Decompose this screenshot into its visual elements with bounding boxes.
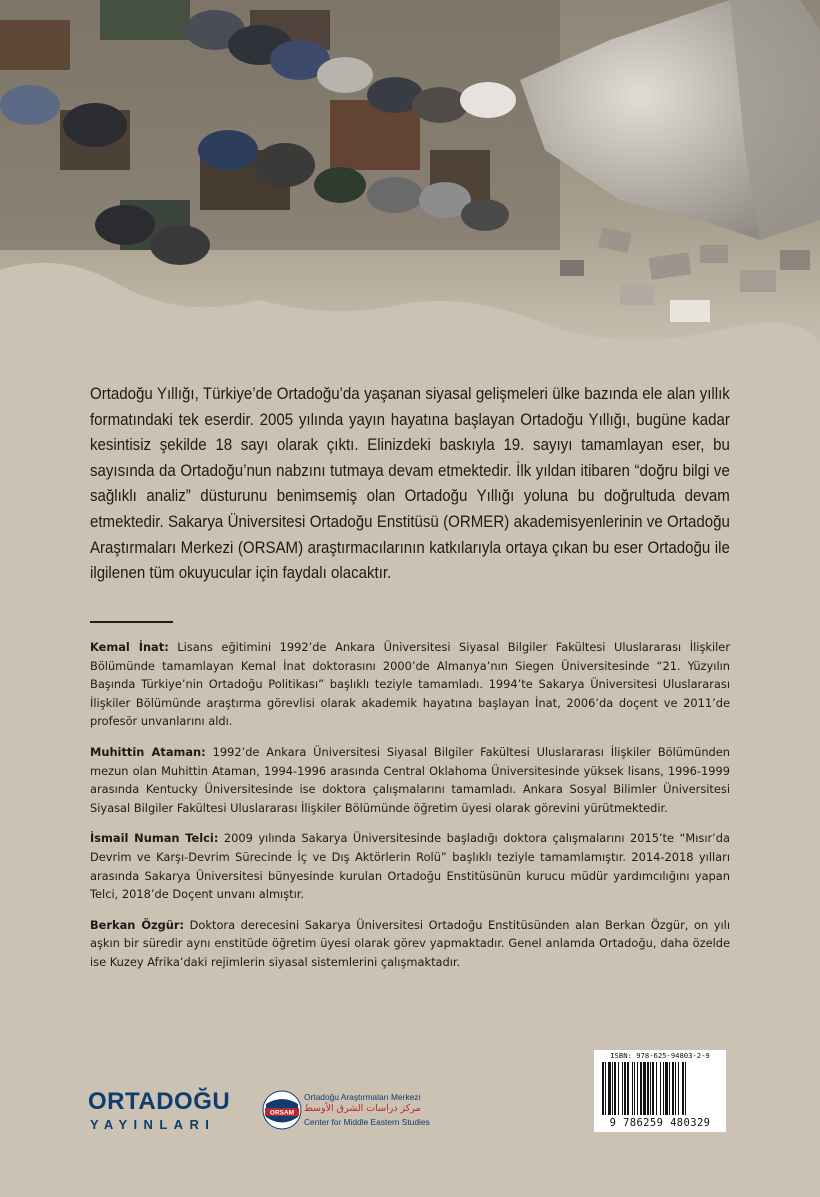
orsam-name-en: Center for Middle Eastern Studies (304, 1117, 430, 1127)
author-bios (90, 638, 730, 984)
publisher-subtitle: YAYINLARI (90, 1117, 216, 1132)
barcode-bar (672, 1062, 674, 1115)
barcode-bar (675, 1062, 676, 1115)
barcode-bar (678, 1062, 679, 1115)
barcode-bar (665, 1062, 668, 1115)
barcode-bar (663, 1062, 664, 1115)
barcode-bar (608, 1062, 611, 1115)
barcode-bar (632, 1062, 633, 1115)
author-name: İsmail Numan Telci: (90, 831, 219, 846)
isbn-label: ISBN: 978-625-94803-2-9 (610, 1051, 710, 1060)
ortadogu-yayinlari-logo (88, 1088, 230, 1132)
barcode-bar (682, 1062, 684, 1115)
isbn-barcode (594, 1050, 726, 1132)
author-bio (90, 916, 730, 972)
barcode-bar (643, 1062, 646, 1115)
orsam-logo (262, 1090, 442, 1130)
barcode-bar (622, 1062, 623, 1115)
orsam-name-ar: مركز دراسات الشرق الأوسط (304, 1103, 421, 1114)
author-bio-text: Lisans eğitimini 1992’de Ankara Üniversitesi Siyasal Bilgiler Fakültesi Uluslararası İlişkiler Bölümünde tamamlayan Kemal İnat doktorasını 2000’de Almanya’nın Siegen Üniversitesinde “21. Yüzyılın Başında Türkiye’nin Ortadoğu Politikası” başlıklı teziyle tamamladı. 1994’te Sakarya Üniversitesi Uluslararası İlişkiler Bölümünde araştırma görevlisi olarak akademik hayatına başlayan İnat, 2006’da doçent ve 2011’de profesör unvanlarını aldı. (90, 640, 731, 729)
orsam-name-tr: Ortadoğu Araştırmaları Merkezi (304, 1092, 421, 1102)
barcode-bar (634, 1062, 635, 1115)
author-name: Muhittin Ataman: (90, 744, 206, 759)
barcode-digits: 9 786259 480329 (609, 1117, 711, 1129)
author-bio-text: Doktora derecesini Sakarya Üniversitesi Ortadoğu Enstitüsünden alan Berkan Özgür, on yılı aşkın bir süredir aynı enstitüde öğretim üyesi olarak görev yapmaktadır. Genel anlamda Ortadoğu, daha özelde ise Kuzey Afrika’daki rejimlerin siyasal sistemlerini çalışmaktadır. (90, 917, 730, 969)
barcode-bar (640, 1062, 642, 1115)
barcode-bar (650, 1062, 651, 1115)
cover-photo (0, 0, 820, 360)
barcode-bar (647, 1062, 649, 1115)
barcode-bar (656, 1062, 657, 1115)
author-bio-text: 2009 yılında Sakarya Üniversitesinde başladığı doktora çalışmalarını 2015’te “Mısır’da Devrim ve Karşı-Devrim Sürecinde İç ve Dış Aktörlerin Rolü” başlıklı teziyle tamamlamıştır. 2014-2018 yılları arasında Sakarya Üniversitesi bünyesinde kurulan Ortadoğu Enstitüsünün kurucu müdür yardımcılığını yapan Telci, 2018’de Doçent unvanı almıştır. (90, 831, 730, 902)
author-bio (90, 638, 730, 731)
barcode-bar (618, 1062, 619, 1115)
publisher-name: ORTADOĞU (88, 1088, 231, 1115)
prayer-rubble-photo-icon (0, 0, 820, 360)
barcode-bar (605, 1062, 606, 1115)
author-name: Kemal İnat: (90, 640, 169, 654)
orsam-badge-text: ORSAM (269, 1109, 295, 1117)
barcode-bar (652, 1062, 654, 1115)
barcode-bar (669, 1062, 670, 1115)
barcode-bar (612, 1062, 613, 1115)
barcode-bar (627, 1062, 629, 1115)
author-bio (90, 829, 730, 903)
orsam-emblem-icon (262, 1090, 302, 1130)
barcode-bar (624, 1062, 626, 1115)
intro-paragraph: Ortadoğu Yıllığı, Türkiye’de Ortadoğu’da yaşanan siyasal gelişmeleri ülke bazında ele alan yıllık formatındaki tek eserdir. 2005 yılında yayın hayatına başlayan Ortadoğu Yıllığı, bugüne kadar kesintisiz şekilde 18 sayı olarak çıktı. Elinizdeki baskıyla 19. sayıyı tamamlayan eser, bu sayısında da Ortadoğu’nun nabzını tutmaya devam etmektedir. İlk yıldan itibaren “doğru bilgi ve sağlıklı analiz” düsturunu benimsemiş olan Ortadoğu Yıllığı yoluna bu doğrultuda devam etmektedir. Sakarya Üniversitesi Ortadoğu Enstitüsü (ORMER) akademisyenlerinin ve Ortadoğu Araştırmaları Merkezi (ORSAM) araştırmacılarının katkılarıyla ortaya çıkan bu eser Ortadoğu ile ilgilenen tüm okuyucular için faydalı olacaktır. (90, 385, 730, 583)
divider (90, 621, 173, 623)
barcode-bar (614, 1062, 616, 1115)
barcode-bar (660, 1062, 661, 1115)
barcode-bar (637, 1062, 638, 1115)
author-bio-text: 1992’de Ankara Üniversitesi Siyasal Bilgiler Fakültesi Uluslararası İlişkiler Bölümünden mezun olan Muhittin Ataman, 1994-1996 arasında Central Oklahoma Üniversitesinde yüksek lisans, 1996-1999 arasında Kentucky Üniversitesinde ise doktora çalışmalarını tamamladı. Ankara Sosyal Bilimler Üniversitesi Siyasal Bilgiler Fakültesi Uluslararası İlişkiler Bölümünde öğretim üyesi olarak görevini yürütmektedir. (90, 744, 731, 815)
author-name: Berkan Özgür: (90, 917, 185, 932)
barcode-bar (602, 1062, 604, 1115)
author-bio (90, 743, 730, 817)
barcode-bar (685, 1062, 686, 1115)
